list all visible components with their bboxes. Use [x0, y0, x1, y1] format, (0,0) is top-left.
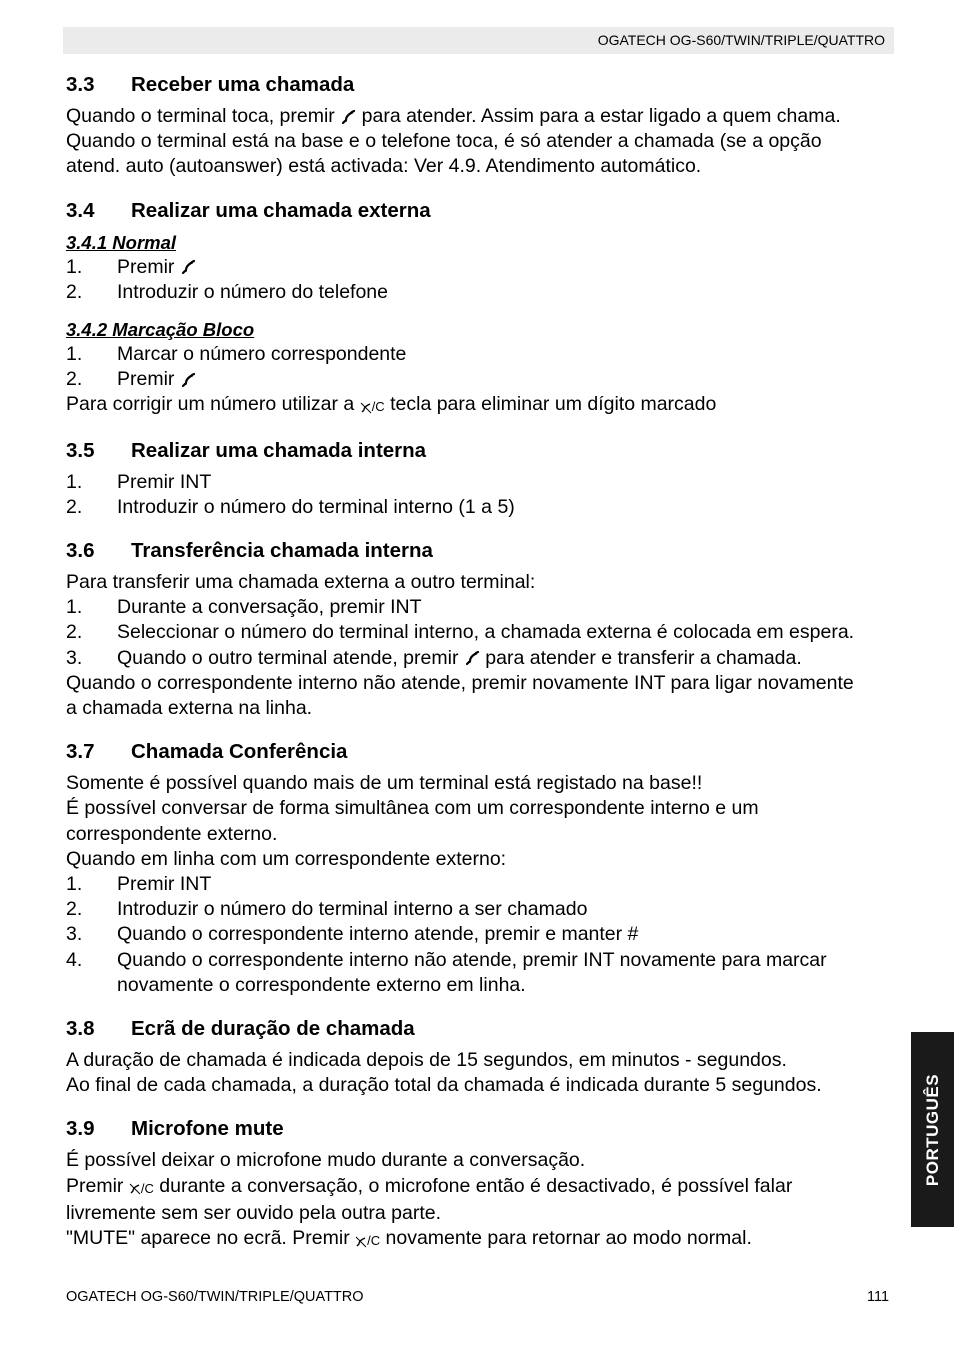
section-3-7: [66, 739, 896, 998]
paragraph: Premir /C durante a conversação, o microfone então é desactivado, é possível falar: [66, 1174, 793, 1197]
list-item: 2. Introduzir o número do telefone: [66, 280, 389, 303]
list-item: 2. Premir: [66, 367, 896, 392]
paragraph: Quando em linha com um correspondente externo:: [66, 847, 507, 870]
paragraph: Para transferir uma chamada externa a outro terminal:: [66, 571, 536, 594]
list-item: 2. Seleccionar o número do terminal interno, a chamada externa é colocada em espera.: [66, 621, 855, 644]
list-item: 3. Quando o correspondente interno atende, premir e manter #: [66, 923, 639, 946]
paragraph: É possível conversar de forma simultânea com um correspondente interno e um: [66, 797, 759, 820]
section-heading: 3.7 Chamada Conferência: [66, 740, 348, 764]
section-heading: 3.8 Ecrã de duração de chamada: [66, 1017, 415, 1041]
paragraph: atend. auto (autoanswer) está activada: Ver 4.9. Atendimento automático.: [66, 155, 702, 178]
section-3-4: [66, 198, 896, 420]
mute-clear-key-icon: /C: [360, 399, 385, 414]
paragraph: Quando o correspondente interno não atende, premir novamente INT para ligar novamente: [66, 671, 854, 694]
list-item: 2. Introduzir o número do terminal interno (1 a 5): [66, 495, 515, 518]
section-heading: 3.5 Realizar uma chamada interna: [66, 438, 427, 462]
list-item: 2. Introduzir o número do terminal interno a ser chamado: [66, 898, 588, 921]
page-content: [66, 72, 896, 1253]
section-3-3: [66, 72, 896, 180]
list-item: 1. Marcar o número correspondente: [66, 343, 407, 366]
list-item: 1. Premir INT: [66, 470, 212, 493]
section-3-5: [66, 438, 896, 520]
phone-handset-icon: [464, 650, 480, 666]
header-title: OGATECH OG-S60/TWIN/TRIPLE/QUATTRO: [597, 32, 885, 48]
section-heading: 3.4 Realizar uma chamada externa: [66, 198, 431, 222]
section-3-8: [66, 1016, 896, 1098]
subsection-heading: 3.4.2 Marcação Bloco: [66, 319, 255, 341]
mute-clear-key-icon: /C: [355, 1233, 380, 1248]
section-3-6: [66, 538, 896, 721]
phone-handset-icon: [180, 372, 196, 388]
paragraph: livremente sem ser ouvido pela outra parte.: [66, 1201, 442, 1224]
paragraph: A duração de chamada é indicada depois de 15 segundos, em minutos - segundos.: [66, 1049, 787, 1072]
list-item: 1. Premir: [66, 255, 896, 280]
list-item: 1. Premir INT: [66, 873, 212, 896]
paragraph: Quando o terminal está na base e o telefone toca, é só atender a chamada (se a opção: [66, 130, 822, 153]
section-heading: 3.9 Microfone mute: [66, 1117, 284, 1141]
paragraph: "MUTE" aparece no ecrã. Premir /C novamente para retornar ao modo normal.: [66, 1227, 752, 1250]
footer-title: OGATECH OG-S60/TWIN/TRIPLE/QUATTRO: [66, 1289, 364, 1305]
subsection-heading: 3.4.1 Normal: [66, 231, 177, 253]
paragraph: É possível deixar o microfone mudo durante a conversação.: [66, 1149, 586, 1172]
section-heading: 3.6 Transferência chamada interna: [66, 539, 433, 563]
language-label: PORTUGUÊS: [922, 1073, 942, 1186]
paragraph: Somente é possível quando mais de um terminal está registado na base!!: [66, 772, 703, 795]
section-3-9: [66, 1116, 896, 1253]
paragraph: Para corrigir um número utilizar a /C tecla para eliminar um dígito marcado: [66, 393, 717, 416]
paragraph: Ao final de cada chamada, a duração total da chamada é indicada durante 5 segundos.: [66, 1074, 822, 1097]
list-item: 1. Durante a conversação, premir INT: [66, 596, 422, 619]
phone-handset-icon: [180, 259, 196, 275]
paragraph: Quando o terminal toca, premir para atender. Assim para a estar ligado a quem chama.: [66, 105, 841, 127]
header-bar: [63, 27, 894, 54]
language-side-tab: [911, 1032, 954, 1227]
page-number: 111: [867, 1289, 890, 1305]
paragraph: correspondente externo.: [66, 822, 278, 845]
paragraph: a chamada externa na linha.: [66, 697, 313, 720]
list-item: 4. Quando o correspondente interno não atende, premir INT novamente para marcar novamente o correspondente externo em linha.: [66, 948, 827, 996]
phone-handset-icon: [340, 109, 356, 125]
list-item: 3. Quando o outro terminal atende, premir para atender e transferir a chamada.: [66, 646, 802, 669]
mute-clear-key-icon: /C: [129, 1181, 154, 1196]
section-heading: 3.3 Receber uma chamada: [66, 73, 355, 96]
